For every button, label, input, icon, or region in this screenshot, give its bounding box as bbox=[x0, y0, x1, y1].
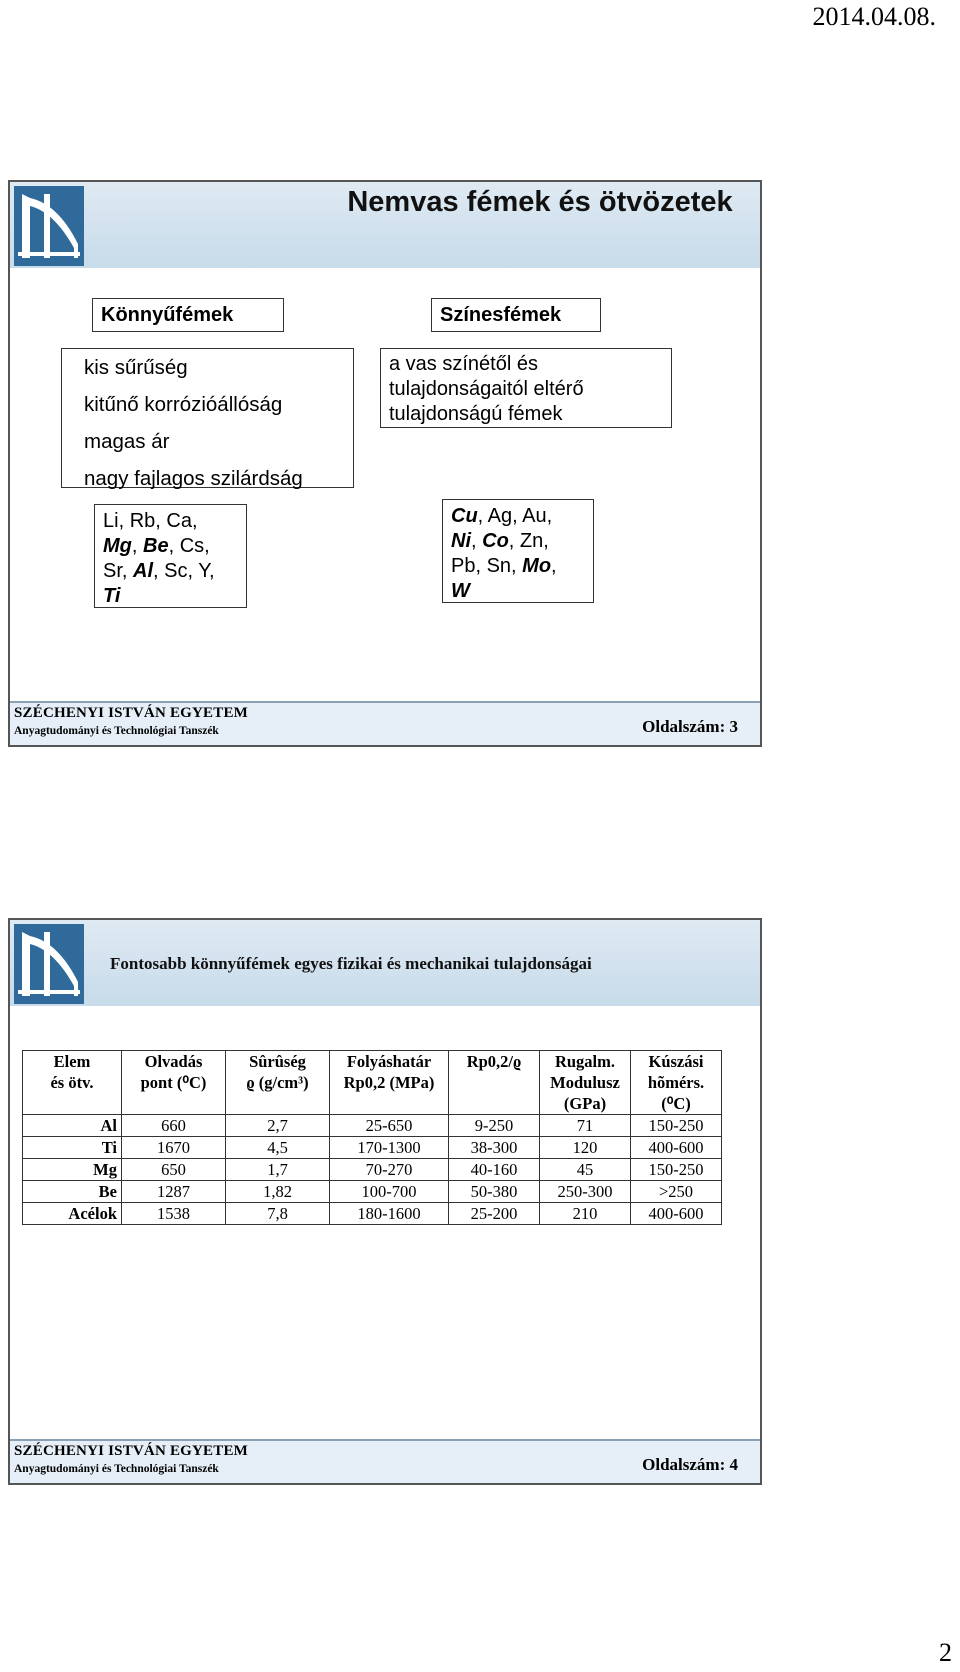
table-cell: 4,5 bbox=[226, 1137, 330, 1159]
light-metals-elements bbox=[94, 504, 247, 608]
light-metals-header: Könnyűfémek bbox=[92, 298, 284, 332]
table-cell: 40-160 bbox=[449, 1159, 540, 1181]
table-cell: 1670 bbox=[122, 1137, 226, 1159]
element-text: Be bbox=[143, 535, 169, 557]
property-item: kitűnő korrózióállóság bbox=[84, 393, 283, 416]
description-line: tulajdonságaitól eltérő bbox=[389, 378, 584, 400]
table-cell: 210 bbox=[540, 1203, 631, 1225]
table-cell: 150-250 bbox=[631, 1159, 722, 1181]
table-cell: 2,7 bbox=[226, 1115, 330, 1137]
element-text: , Rb, Ca, bbox=[118, 510, 198, 532]
table-row bbox=[23, 1203, 722, 1225]
table-cell: 150-250 bbox=[631, 1115, 722, 1137]
slide-header bbox=[10, 182, 760, 268]
table-cell: 170-1300 bbox=[330, 1137, 449, 1159]
element-text: Al bbox=[133, 560, 154, 582]
table-cell: 1287 bbox=[122, 1181, 226, 1203]
property-item: magas ár bbox=[84, 430, 170, 453]
table-cell: Mg bbox=[23, 1159, 122, 1181]
column-header: Folyáshatár Rp0,2 (MPa) bbox=[330, 1051, 449, 1115]
nonferrous-metals-header: Színesfémek bbox=[431, 298, 601, 332]
table-cell: 71 bbox=[540, 1115, 631, 1137]
element-text: Mo bbox=[522, 555, 552, 577]
footer-university: SZÉCHENYI ISTVÁN EGYETEM bbox=[14, 1443, 249, 1459]
element-text: , Sc, Y, bbox=[153, 560, 215, 582]
element-text: Mg bbox=[103, 535, 132, 557]
table-cell: 1538 bbox=[122, 1203, 226, 1225]
table-cell: 400-600 bbox=[631, 1203, 722, 1225]
table-cell: Al bbox=[23, 1115, 122, 1137]
column-header: Rp0,2/ϱ bbox=[449, 1051, 540, 1115]
slide-3 bbox=[8, 180, 762, 747]
page-number: 2 bbox=[939, 1638, 952, 1667]
table-cell: >250 bbox=[631, 1181, 722, 1203]
element-text: , bbox=[551, 555, 557, 577]
column-header: Sûrûség ϱ (g/cm³) bbox=[226, 1051, 330, 1115]
page-date: 2014.04.08. bbox=[812, 2, 936, 31]
table-cell: Be bbox=[23, 1181, 122, 1203]
table-row bbox=[23, 1137, 722, 1159]
element-text: Co bbox=[482, 530, 509, 552]
table-cell: 660 bbox=[122, 1115, 226, 1137]
university-logo-icon bbox=[14, 186, 84, 266]
column-header: Rugalm. Modulusz (GPa) bbox=[540, 1051, 631, 1115]
table-cell: 1,7 bbox=[226, 1159, 330, 1181]
footer-university: SZÉCHENYI ISTVÁN EGYETEM bbox=[14, 705, 249, 721]
description-line: a vas színétől és bbox=[389, 353, 538, 375]
table-row bbox=[23, 1115, 722, 1137]
light-metals-properties bbox=[61, 348, 354, 488]
element-text: Cu bbox=[451, 505, 478, 527]
slide-header bbox=[10, 920, 760, 1006]
footer-department: Anyagtudományi és Technológiai Tanszék bbox=[14, 1463, 219, 1475]
nonferrous-elements bbox=[442, 499, 594, 603]
property-item: kis sűrűség bbox=[84, 356, 188, 379]
table-cell: 400-600 bbox=[631, 1137, 722, 1159]
table-cell: 180-1600 bbox=[330, 1203, 449, 1225]
description-line: tulajdonságú fémek bbox=[389, 403, 563, 425]
slide-footer bbox=[10, 1439, 760, 1483]
element-text: Sr, bbox=[103, 560, 134, 582]
table-cell: 25-650 bbox=[330, 1115, 449, 1137]
element-text: Ti bbox=[103, 585, 121, 607]
property-item: nagy fajlagos szilárdság bbox=[84, 467, 303, 490]
slide-4 bbox=[8, 918, 762, 1485]
element-text: , Ag, Au, bbox=[477, 505, 553, 527]
table-cell: 250-300 bbox=[540, 1181, 631, 1203]
element-text: Ni bbox=[451, 530, 471, 552]
column-header: Kúszási hõmérs. (⁰C) bbox=[631, 1051, 722, 1115]
table-row bbox=[23, 1159, 722, 1181]
table-cell: 70-270 bbox=[330, 1159, 449, 1181]
slide-number: Oldalszám: 3 bbox=[642, 717, 738, 736]
university-logo-icon bbox=[14, 924, 84, 1004]
column-header: Elem és ötv. bbox=[23, 1051, 122, 1115]
nonferrous-description bbox=[380, 348, 672, 428]
table-cell: 120 bbox=[540, 1137, 631, 1159]
element-text: , Zn, bbox=[508, 530, 549, 552]
table-cell: 25-200 bbox=[449, 1203, 540, 1225]
table-cell: 50-380 bbox=[449, 1181, 540, 1203]
properties-table bbox=[22, 1050, 722, 1225]
element-text: W bbox=[451, 580, 470, 602]
slide-title: Nemvas fémek és ötvözetek bbox=[347, 186, 733, 218]
slide-title: Fontosabb könnyűfémek egyes fizikai és mechanikai tulajdonságai bbox=[110, 954, 592, 973]
element-text: , bbox=[131, 535, 144, 557]
table-header-row bbox=[23, 1051, 722, 1115]
table-cell: 1,82 bbox=[226, 1181, 330, 1203]
column-header: Olvadás pont (⁰C) bbox=[122, 1051, 226, 1115]
table-cell: Ti bbox=[23, 1137, 122, 1159]
table-cell: Acélok bbox=[23, 1203, 122, 1225]
table-row bbox=[23, 1181, 722, 1203]
table-cell: 100-700 bbox=[330, 1181, 449, 1203]
slide-body bbox=[10, 268, 760, 703]
table-cell: 7,8 bbox=[226, 1203, 330, 1225]
element-text: Li bbox=[103, 510, 119, 532]
element-text: , Cs, bbox=[168, 535, 210, 557]
footer-department: Anyagtudományi és Technológiai Tanszék bbox=[14, 725, 219, 737]
table-cell: 650 bbox=[122, 1159, 226, 1181]
table-cell: 38-300 bbox=[449, 1137, 540, 1159]
table-cell: 45 bbox=[540, 1159, 631, 1181]
slide-number: Oldalszám: 4 bbox=[642, 1455, 738, 1474]
element-text: Pb, Sn, bbox=[451, 555, 523, 577]
slide-footer bbox=[10, 701, 760, 745]
table-cell: 9-250 bbox=[449, 1115, 540, 1137]
element-text: , bbox=[471, 530, 483, 552]
